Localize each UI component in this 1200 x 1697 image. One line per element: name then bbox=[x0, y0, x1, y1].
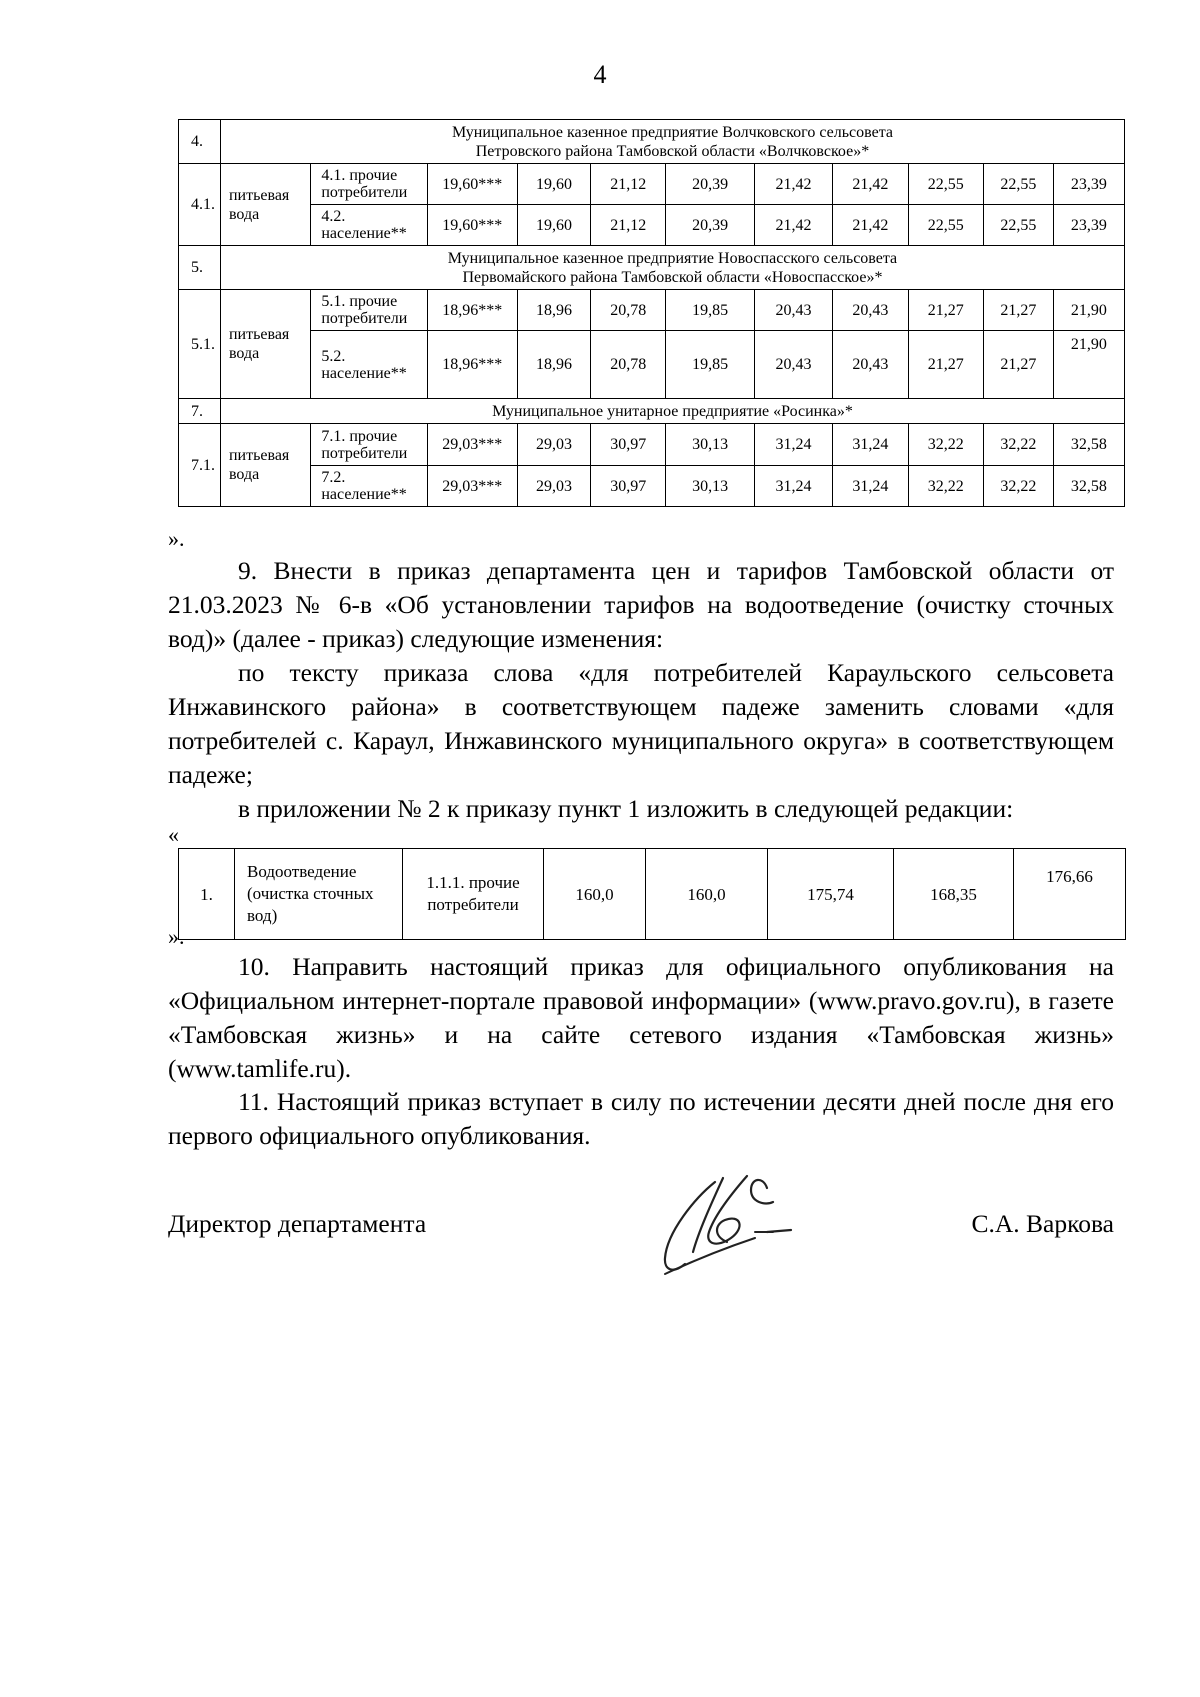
value-cell: 18,96*** bbox=[427, 290, 517, 331]
paragraph-10: 10. Направить настоящий приказ для официального опубликования на «Официальном интернет-портале правовой информации» (www.pravo.gov.ru), в газете «Тамбовская жизнь» и на сайте сетевого издания «Тамбовская жизнь» (www.tamlife.ru). bbox=[168, 952, 1114, 1083]
value-cell: 21,27 bbox=[983, 290, 1053, 331]
section-title-line: Первомайского района Тамбовской области «Новоспасское»* bbox=[462, 268, 883, 286]
value-cell: 22,55 bbox=[983, 164, 1053, 205]
value-cell: 30,13 bbox=[666, 424, 754, 466]
value-cell: 20,43 bbox=[754, 290, 833, 331]
section-title bbox=[220, 120, 1124, 164]
value-cell: 160,0 bbox=[646, 849, 768, 940]
section-title bbox=[220, 399, 1124, 424]
value-cell: 21,42 bbox=[833, 164, 908, 205]
value-cell: 21,42 bbox=[754, 164, 833, 205]
opening-quote: « bbox=[168, 822, 179, 847]
value-cell: 20,78 bbox=[591, 331, 666, 399]
subsection-number: 4.1. bbox=[179, 164, 221, 246]
value-cell: 18,96 bbox=[517, 290, 590, 331]
signatory-name: С.А. Варкова bbox=[971, 1209, 1114, 1238]
value-cell: 31,24 bbox=[833, 424, 908, 466]
service-cell: Водоотведение (очистка сточных вод) bbox=[235, 849, 403, 940]
value-cell: 19,85 bbox=[666, 290, 754, 331]
value-cell: 18,96 bbox=[517, 331, 590, 399]
section-number: 7. bbox=[179, 399, 221, 424]
value-cell: 29,03 bbox=[517, 424, 590, 466]
value-cell: 21,27 bbox=[983, 331, 1053, 399]
category-cell: 7.2. население** bbox=[311, 466, 427, 507]
value-cell: 20,39 bbox=[666, 164, 754, 205]
paragraph-9: 9. Внести в приказ департамента цен и тарифов Тамбовской области от 21.03.2023 № 6-в «Об установлении тарифов на водоотведение (очистку сточных вод)» (далее - приказ) следующие изменения: bbox=[168, 556, 1114, 653]
value-cell: 21,12 bbox=[591, 164, 666, 205]
signatory-position: Директор департамента bbox=[168, 1209, 427, 1238]
value-cell: 176,66 bbox=[1014, 849, 1126, 940]
page-number: 4 bbox=[593, 60, 607, 89]
table-row bbox=[179, 849, 1126, 940]
value-cell: 20,43 bbox=[833, 290, 908, 331]
table-row bbox=[179, 164, 1125, 205]
value-cell: 160,0 bbox=[544, 849, 646, 940]
value-cell: 32,22 bbox=[983, 466, 1053, 507]
section-header-row bbox=[179, 246, 1125, 290]
value-cell: 18,96*** bbox=[427, 331, 517, 399]
tariff-table bbox=[178, 119, 1125, 507]
value-cell: 29,03*** bbox=[427, 466, 517, 507]
value-cell: 20,43 bbox=[833, 331, 908, 399]
section-number: 4. bbox=[179, 120, 221, 164]
value-cell: 31,24 bbox=[833, 466, 908, 507]
resource-cell: питьевая вода bbox=[220, 290, 310, 399]
value-cell: 30,97 bbox=[591, 424, 666, 466]
value-cell: 32,22 bbox=[908, 424, 983, 466]
value-cell: 21,90 bbox=[1053, 290, 1124, 331]
section-title bbox=[220, 246, 1124, 290]
value-cell: 20,78 bbox=[591, 290, 666, 331]
category-cell: 4.2. население** bbox=[311, 205, 427, 246]
section-header-row bbox=[179, 120, 1125, 164]
value-cell: 19,85 bbox=[666, 331, 754, 399]
value-cell: 22,55 bbox=[908, 205, 983, 246]
value-cell: 32,22 bbox=[983, 424, 1053, 466]
value-cell: 23,39 bbox=[1053, 164, 1124, 205]
value-cell: 31,24 bbox=[754, 466, 833, 507]
section-number: 5. bbox=[179, 246, 221, 290]
value-cell: 19,60*** bbox=[427, 205, 517, 246]
value-cell: 21,27 bbox=[908, 290, 983, 331]
table-row bbox=[179, 290, 1125, 331]
value-cell: 29,03*** bbox=[427, 424, 517, 466]
paragraph-9-text-change: по тексту приказа слова «для потребителей Караульского сельсовета Инжавинского района» в соответствующем падеже заменить словами «для потребителей с. Караул, Инжавинского муниципального округа» в соответствующем падеже; bbox=[168, 658, 1114, 789]
value-cell: 19,60 bbox=[517, 205, 590, 246]
table-row bbox=[179, 205, 1125, 246]
category-cell: 4.1. прочие потребители bbox=[311, 164, 427, 205]
value-cell: 20,43 bbox=[754, 331, 833, 399]
paragraph-9-appendix-change: в приложении № 2 к приказу пункт 1 изложить в следующей редакции: bbox=[238, 794, 1014, 823]
value-cell: 29,03 bbox=[517, 466, 590, 507]
value-cell: 32,58 bbox=[1053, 424, 1124, 466]
value-cell: 21,42 bbox=[754, 205, 833, 246]
subsection-number: 5.1. bbox=[179, 290, 221, 399]
section-title-line: Петровского района Тамбовской области «Волчковское»* bbox=[475, 142, 870, 160]
table-row bbox=[179, 466, 1125, 507]
value-cell: 19,60 bbox=[517, 164, 590, 205]
category-cell: 7.1. прочие потребители bbox=[311, 424, 427, 466]
table-row bbox=[179, 424, 1125, 466]
value-cell: 21,90 bbox=[1053, 331, 1124, 399]
sewer-tariff-table bbox=[178, 848, 1126, 940]
value-cell: 30,13 bbox=[666, 466, 754, 507]
subsection-number: 7.1. bbox=[179, 424, 221, 507]
closing-quote: ». bbox=[168, 526, 185, 551]
category-cell: 1.1.1. прочие потребители bbox=[403, 849, 544, 940]
value-cell: 21,42 bbox=[833, 205, 908, 246]
category-cell: 5.2. население** bbox=[311, 331, 427, 399]
value-cell: 23,39 bbox=[1053, 205, 1124, 246]
handwritten-signature bbox=[655, 1170, 805, 1280]
paragraph-11: 11. Настоящий приказ вступает в силу по истечении десяти дней после дня его первого официального опубликования. bbox=[168, 1087, 1114, 1150]
value-cell: 30,97 bbox=[591, 466, 666, 507]
value-cell: 21,27 bbox=[908, 331, 983, 399]
closing-quote: ». bbox=[168, 924, 185, 949]
value-cell: 175,74 bbox=[768, 849, 894, 940]
value-cell: 32,58 bbox=[1053, 466, 1124, 507]
value-cell: 168,35 bbox=[894, 849, 1014, 940]
value-cell: 22,55 bbox=[908, 164, 983, 205]
section-title-line: Муниципальное казенное предприятие Волчковского сельсовета bbox=[451, 123, 893, 141]
section-title-line: Муниципальное унитарное предприятие «Росинка»* bbox=[492, 402, 853, 420]
resource-cell: питьевая вода bbox=[220, 164, 310, 246]
value-cell: 32,22 bbox=[908, 466, 983, 507]
value-cell: 22,55 bbox=[983, 205, 1053, 246]
category-cell: 5.1. прочие потребители bbox=[311, 290, 427, 331]
section-title-line: Муниципальное казенное предприятие Новоспасского сельсовета bbox=[447, 249, 898, 267]
row-number: 1. bbox=[179, 849, 235, 940]
value-cell: 21,12 bbox=[591, 205, 666, 246]
value-cell: 19,60*** bbox=[427, 164, 517, 205]
value-cell: 31,24 bbox=[754, 424, 833, 466]
section-header-row bbox=[179, 399, 1125, 424]
table-row bbox=[179, 331, 1125, 399]
resource-cell: питьевая вода bbox=[220, 424, 310, 507]
value-cell: 20,39 bbox=[666, 205, 754, 246]
